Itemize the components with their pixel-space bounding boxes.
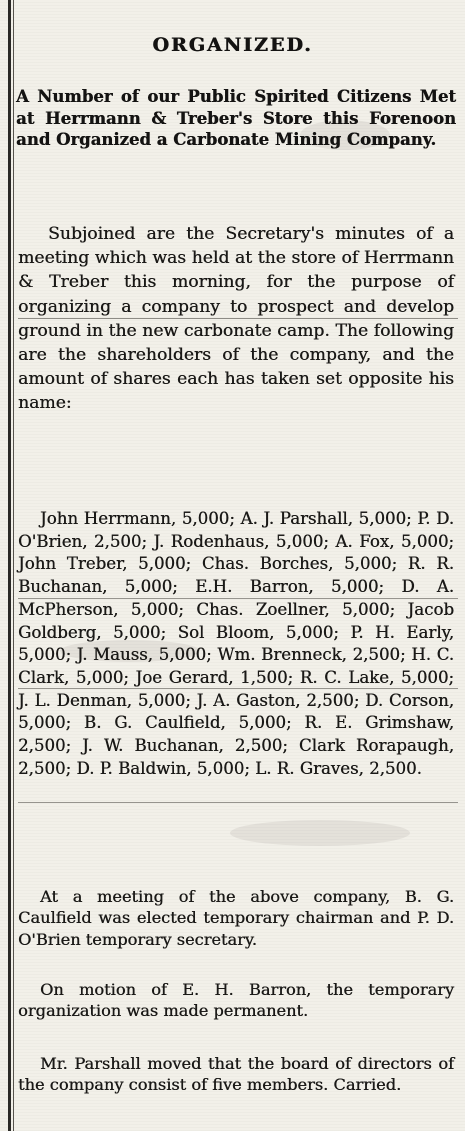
column-rule	[8, 0, 11, 1131]
print-smudge	[230, 820, 410, 846]
strike-rule	[18, 318, 458, 319]
article-subheading: A Number of our Public Spirited Citizens Met at Herrmann & Treber's Store this Forenoon and Organized a Carbonate Mining Company.	[16, 87, 456, 149]
article-heading: ORGANIZED.	[152, 34, 313, 56]
article-paragraph-chairman: At a meeting of the above company, B. G. Caulfield was elected temporary chairman and P. D. O'Brien temporary secretary.	[18, 887, 454, 949]
column-rule-inner	[13, 0, 14, 1131]
strike-rule	[18, 688, 458, 689]
article-paragraph-directors: Mr. Parshall moved that the board of directors of the company consist of five members. Carried.	[18, 1054, 454, 1095]
article-paragraph-motion: On motion of E. H. Barron, the temporary organization was made permanent.	[18, 980, 454, 1021]
article-paragraph-shareholders: John Herrmann, 5,000; A. J. Parshall, 5,000; P. D. O'Brien, 2,500; J. Rodenhaus, 5,000; A. Fox, 5,000; John Treber, 5,000; Chas. Borches, 5,000; R. R. Buchanan, 5,000; E.H. Barron, 5,000; D. A. McPherson, 5,000; Chas. Zoellner, 5,000; Jacob Goldberg, 5,000; Sol Bloom, 5,000; P. H. Early, 5,000; J. Mauss, 5,000; Wm. Brenneck, 2,500; H. C. Clark, 5,000; Joe Gerard, 1,500; R. C. Lake, 5,000; J. L. Denman, 5,000; J. A. Gaston, 2,500; D. Corson, 5,000; B. G. Caulfield, 5,000; R. E. Grimshaw, 2,500; J. W. Buchanan, 2,500; Clark Rorapaugh, 2,500; D. P. Baldwin, 5,000; L. R. Graves, 2,500.	[18, 509, 454, 778]
article-paragraph-intro: Subjoined are the Secretary's minutes of a meeting which was held at the store of Herrmann & Treber this morning, for the purpose of organizing a company to prospect and develop ground in the new carbonate camp. The following are the shareholders of the company, and the amount of shares each has taken set opposite his name:	[18, 224, 454, 414]
strike-rule	[18, 598, 458, 599]
strike-rule	[18, 802, 458, 803]
